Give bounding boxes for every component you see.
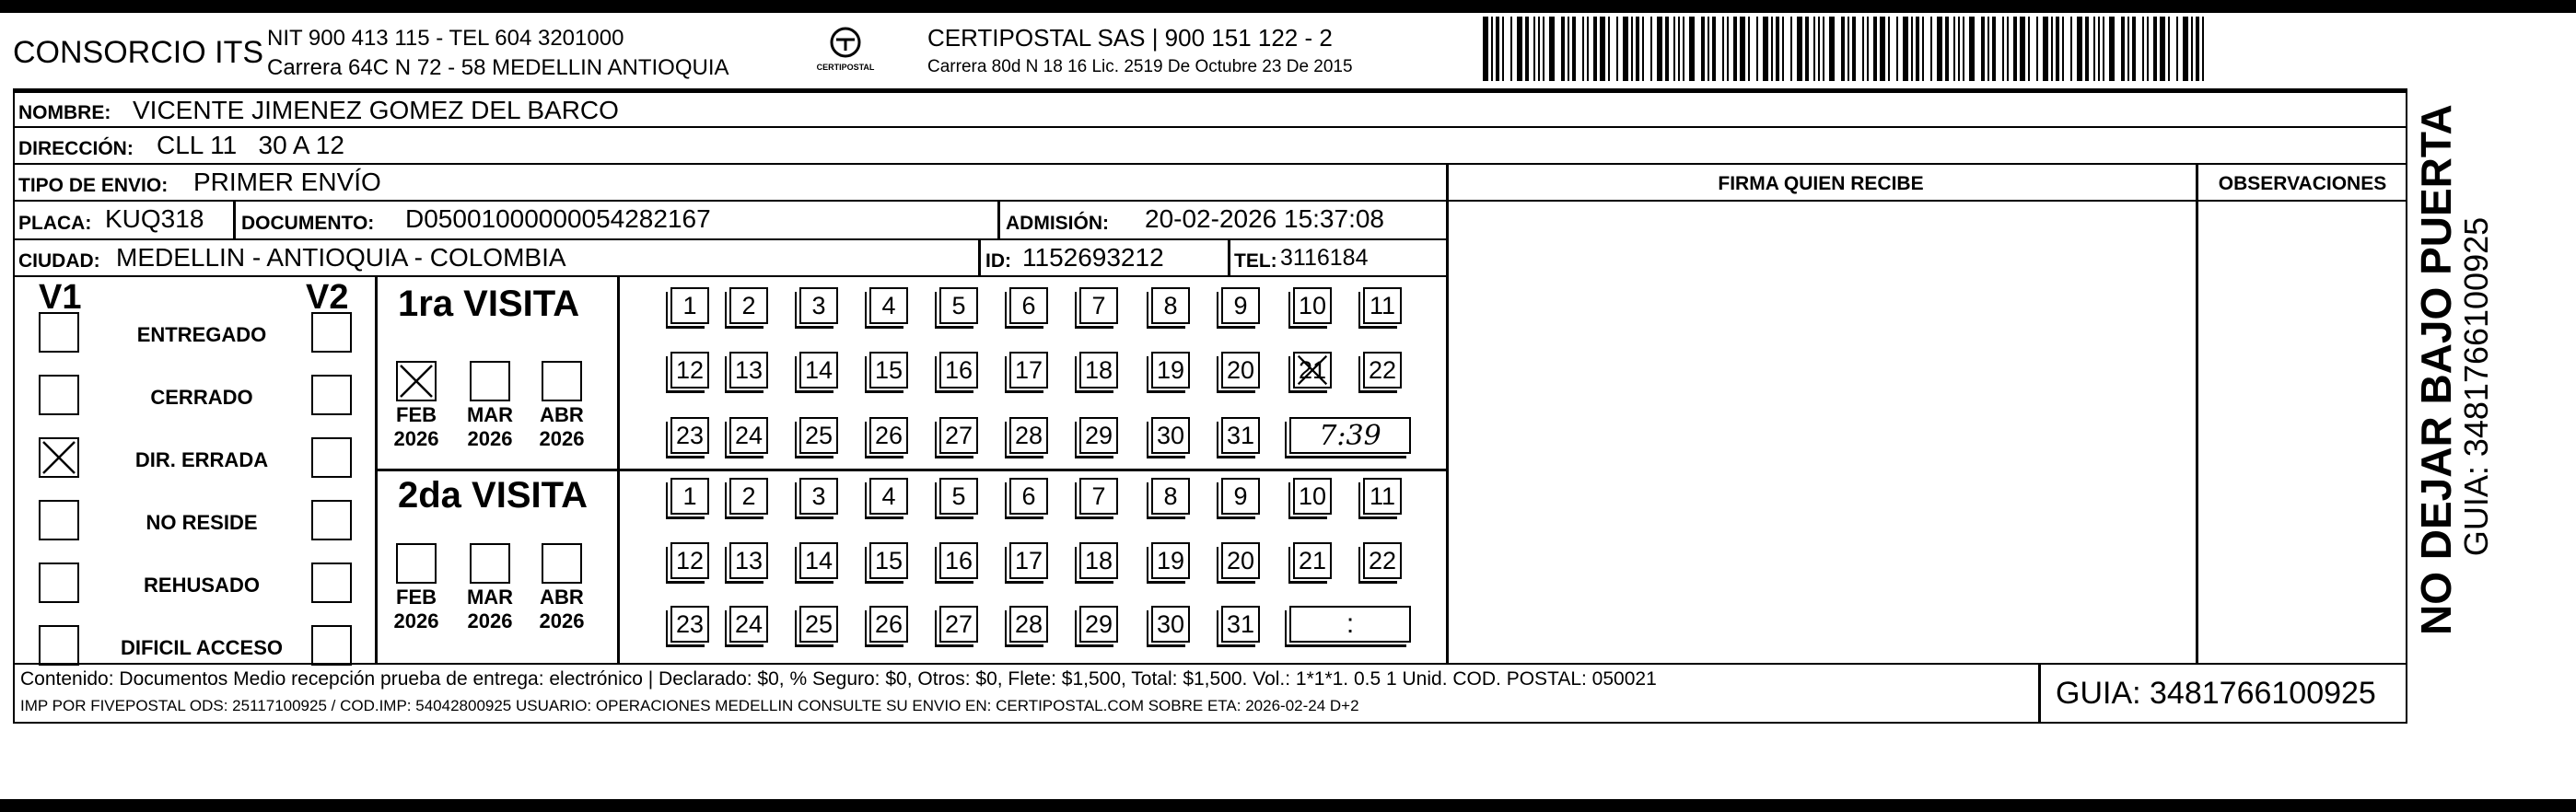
- month-checkbox[interactable]: [396, 361, 437, 401]
- v2-checkbox[interactable]: [311, 500, 352, 540]
- id-value: 1152693212: [1022, 243, 1164, 272]
- barcode-bar: [1852, 17, 1856, 81]
- barcode-bar: [1636, 17, 1639, 81]
- direccion-value: CLL 11 30 A 12: [157, 131, 344, 159]
- barcode-bar: [2147, 17, 2149, 81]
- barcode-bar: [1790, 17, 1792, 81]
- barcode-bar: [1496, 17, 1499, 81]
- day-box[interactable]: 16: [939, 352, 978, 389]
- day-box[interactable]: 26: [869, 606, 908, 643]
- barcode-bar: [1538, 17, 1540, 81]
- barcode-bar: [1701, 17, 1705, 81]
- barcode-bar: [1572, 17, 1576, 81]
- barcode-bar: [2002, 17, 2004, 81]
- day-box[interactable]: 3: [799, 287, 838, 324]
- documento-value: D05001000000054282167: [405, 204, 711, 233]
- barcode-bar: [2183, 17, 2188, 81]
- ciudad-label: CIUDAD:: [18, 250, 100, 272]
- barcode-bar: [2142, 17, 2144, 81]
- barcode-bar: [1813, 17, 1815, 81]
- firma-area[interactable]: [1446, 200, 2197, 665]
- barcode-bar: [1673, 17, 1675, 81]
- company-name: CONSORCIO ITS: [13, 35, 264, 70]
- barcode-bar: [1873, 17, 1877, 81]
- visit1-title: 1ra VISITA: [398, 284, 580, 324]
- day-box[interactable]: 9: [1221, 478, 1260, 515]
- nombre-label: NOMBRE:: [18, 102, 111, 123]
- carrier-license: Carrera 80d N 18 16 Lic. 2519 De Octubre 23 De 2015: [927, 57, 1353, 76]
- day-box[interactable]: 20: [1221, 352, 1260, 389]
- tipo-label: TIPO DE ENVIO:: [18, 175, 169, 196]
- status-label: ENTREGADO: [136, 323, 267, 346]
- tel-divider: [1228, 238, 1230, 277]
- day-box[interactable]: 27: [939, 417, 978, 454]
- barcode-bar: [1650, 17, 1652, 81]
- day-box[interactable]: 21: [1293, 352, 1332, 389]
- barcode-bar: [1896, 17, 1898, 81]
- day-box[interactable]: 28: [1009, 606, 1048, 643]
- admision-value: 20-02-2026 15:37:08: [1145, 204, 1384, 233]
- barcode-bar: [1756, 17, 1758, 81]
- day-box[interactable]: 6: [1009, 287, 1048, 324]
- day-box[interactable]: 25: [799, 606, 838, 643]
- barcode-bar: [1582, 17, 1584, 81]
- v1-checkbox[interactable]: [39, 375, 79, 415]
- id-divider: [978, 238, 981, 277]
- day-box[interactable]: 11: [1363, 478, 1402, 515]
- barcode-bar: [1911, 17, 1913, 81]
- barcode-bar: [1829, 17, 1835, 81]
- barcode-bar: [2121, 17, 2125, 81]
- time-box[interactable]: 7:39: [1289, 417, 1411, 454]
- barcode-bar: [1958, 17, 1960, 81]
- day-box[interactable]: 7: [1079, 287, 1118, 324]
- barcode-bar: [2051, 17, 2053, 81]
- barcode-bar: [1916, 17, 1919, 81]
- month-label: ABR 2026: [539, 403, 585, 450]
- bottom-border: [0, 799, 2576, 812]
- placa-divider: [233, 200, 236, 240]
- day-box[interactable]: 25: [799, 417, 838, 454]
- barcode-bar: [1678, 17, 1680, 81]
- day-box[interactable]: 4: [869, 287, 908, 324]
- nombre-value: VICENTE JIMENEZ GOMEZ DEL BARCO: [133, 96, 619, 124]
- day-box[interactable]: 28: [1009, 417, 1048, 454]
- company-address: Carrera 64C N 72 - 58 MEDELLIN ANTIOQUIA: [267, 55, 729, 80]
- barcode-bar: [1665, 17, 1669, 81]
- day-box[interactable]: 2: [729, 287, 768, 324]
- firma-divider-tipo: [1446, 163, 1449, 202]
- barcode-bar: [1847, 17, 1849, 81]
- barcode-bar: [2127, 17, 2129, 81]
- barcode-bar: [1616, 17, 1618, 81]
- day-box[interactable]: 31: [1221, 606, 1260, 643]
- barcode-bar: [1502, 17, 1504, 81]
- v1-checkbox[interactable]: [39, 437, 79, 478]
- month-label: FEB 2026: [393, 586, 439, 632]
- barcode-bar: [1782, 17, 1784, 81]
- barcode-bar: [1600, 17, 1605, 81]
- barcode-bar: [1683, 17, 1684, 81]
- day-box[interactable]: 27: [939, 606, 978, 643]
- barcode-bar: [2103, 17, 2104, 81]
- barcode-bar: [2098, 17, 2100, 81]
- barcode-bar: [1491, 17, 1493, 81]
- barcode-bar: [1631, 17, 1633, 81]
- barcode-bar: [1689, 17, 1695, 81]
- day-box[interactable]: 10: [1293, 478, 1332, 515]
- day-box[interactable]: 18: [1079, 352, 1118, 389]
- footer-line2: IMP POR FIVEPOSTAL ODS: 25117100925 / COD.IMP: 54042800925 USUARIO: OPERACIONES MEDELLIN CONSULTE SU ENVIO EN: CERTIPOSTAL.COM SOBRE ETA: 2026-02-24 D+2: [20, 697, 1359, 714]
- day-box[interactable]: 23: [670, 417, 709, 454]
- barcode-bar: [2085, 17, 2089, 81]
- v2-checkbox[interactable]: [311, 312, 352, 353]
- day-box[interactable]: 7: [1079, 478, 1118, 515]
- barcode-bar: [1776, 17, 1779, 81]
- barcode-bar: [2202, 17, 2204, 81]
- day-box[interactable]: 15: [869, 542, 908, 579]
- barcode-bar: [1903, 17, 1908, 81]
- side-warning: NO DEJAR BAJO PUERTA: [2412, 104, 2460, 635]
- barcode-bar: [1771, 17, 1773, 81]
- day-box[interactable]: 31: [1221, 417, 1260, 454]
- barcode-bar: [2013, 17, 2017, 81]
- v2-checkbox[interactable]: [311, 375, 352, 415]
- footer-guia: GUIA: 3481766100925: [2056, 676, 2376, 711]
- day-box[interactable]: 6: [1009, 478, 1048, 515]
- company-nit: NIT 900 413 115 - TEL 604 3201000: [267, 26, 624, 51]
- barcode-bar: [1922, 17, 1924, 81]
- month-checkbox[interactable]: [470, 361, 510, 401]
- barcode-bar: [1543, 17, 1544, 81]
- barcode-bar: [1712, 17, 1716, 81]
- status-label: CERRADO: [150, 386, 253, 409]
- barcode-bar: [2176, 17, 2178, 81]
- time-box[interactable]: :: [1289, 606, 1411, 643]
- barcode-bar: [1657, 17, 1662, 81]
- barcode-bar: [1981, 17, 1985, 81]
- barcode-bar: [1533, 17, 1535, 81]
- month-label: MAR 2026: [466, 586, 514, 632]
- day-box[interactable]: 12: [670, 542, 709, 579]
- month-label: MAR 2026: [466, 403, 514, 450]
- day-box[interactable]: 13: [729, 542, 768, 579]
- day-box[interactable]: 26: [869, 417, 908, 454]
- barcode-bar: [1937, 17, 1942, 81]
- day-box[interactable]: 5: [939, 478, 978, 515]
- admision-divider: [997, 200, 1000, 240]
- barcode-bar: [1818, 17, 1820, 81]
- row-direccion: [13, 126, 2407, 165]
- day-box[interactable]: 19: [1151, 542, 1190, 579]
- day-box[interactable]: 13: [729, 352, 768, 389]
- barcode-bar: [2132, 17, 2136, 81]
- barcode-bar: [2036, 17, 2038, 81]
- month-label: FEB 2026: [393, 403, 439, 450]
- day-box[interactable]: 10: [1293, 287, 1332, 324]
- footer-line1: Contenido: Documentos Medio recepción prueba de entrega: electrónico | Declarado: $0, % Seguro: $0, Otros: $0, Flete: $1,500, Total: $1,500. Vol.: 1*1*1. 0.5 1 Unid. COD. POSTAL: 050021: [20, 668, 1657, 690]
- barcode-bar: [2153, 17, 2157, 81]
- barcode-bar: [1748, 17, 1750, 81]
- barcode-bar: [1930, 17, 1932, 81]
- barcode-bar: [2070, 17, 2072, 81]
- day-box[interactable]: 2: [729, 478, 768, 515]
- day-box[interactable]: 29: [1079, 606, 1118, 643]
- barcode-bar: [2056, 17, 2059, 81]
- month-label: ABR 2026: [539, 586, 585, 632]
- observaciones-header: OBSERVACIONES: [2218, 173, 2387, 194]
- day-box[interactable]: 22: [1363, 352, 1402, 389]
- v2-header: V2: [306, 278, 349, 317]
- barcode-bar: [1642, 17, 1644, 81]
- v1-checkbox[interactable]: [39, 563, 79, 603]
- barcode-bar: [1593, 17, 1597, 81]
- day-box[interactable]: 14: [799, 352, 838, 389]
- tipo-value: PRIMER ENVÍO: [193, 168, 381, 196]
- v2-checkbox[interactable]: [311, 625, 352, 666]
- barcode-bar: [1945, 17, 1949, 81]
- day-box[interactable]: 19: [1151, 352, 1190, 389]
- barcode-bar: [1880, 17, 1885, 81]
- barcode-bar: [1722, 17, 1724, 81]
- day-box[interactable]: 17: [1009, 542, 1048, 579]
- day-box[interactable]: 3: [799, 478, 838, 515]
- barcode-bar: [2062, 17, 2064, 81]
- barcode: [1483, 17, 2220, 81]
- barcode-bar: [1805, 17, 1809, 81]
- day-box[interactable]: 9: [1221, 287, 1260, 324]
- ciudad-value: MEDELLIN - ANTIOQUIA - COLOMBIA: [116, 243, 566, 272]
- day-box[interactable]: 30: [1151, 417, 1190, 454]
- day-box[interactable]: 20: [1221, 542, 1260, 579]
- day-box[interactable]: 24: [729, 417, 768, 454]
- day-box[interactable]: 4: [869, 478, 908, 515]
- barcode-bar: [1969, 17, 1975, 81]
- day-box[interactable]: 11: [1363, 287, 1402, 324]
- status-label: DIFICIL ACCESO: [120, 636, 283, 659]
- footer-guia-divider: [2038, 663, 2041, 724]
- barcode-bar: [1992, 17, 1996, 81]
- day-box[interactable]: 17: [1009, 352, 1048, 389]
- barcode-bar: [1568, 17, 1569, 81]
- v1-checkbox[interactable]: [39, 625, 79, 666]
- barcode-bar: [2196, 17, 2199, 81]
- visit2-title: 2da VISITA: [398, 475, 588, 516]
- side-guia: GUIA: 3481766100925: [2457, 216, 2495, 557]
- day-box[interactable]: 24: [729, 606, 768, 643]
- barcode-bar: [1740, 17, 1745, 81]
- day-box[interactable]: 8: [1151, 478, 1190, 515]
- barcode-bar: [1867, 17, 1869, 81]
- tel-value: 3116184: [1280, 245, 1369, 271]
- day-box[interactable]: 1: [670, 287, 709, 324]
- logo-text: CERTIPOSTAL: [816, 63, 875, 72]
- certipostal-logo: [809, 24, 882, 79]
- barcode-bar: [1727, 17, 1729, 81]
- day-box[interactable]: 23: [670, 606, 709, 643]
- day-box[interactable]: 8: [1151, 287, 1190, 324]
- visit-divider: [375, 469, 1448, 471]
- barcode-bar: [1733, 17, 1737, 81]
- id-label: ID:: [985, 250, 1011, 272]
- placa-label: PLACA:: [18, 213, 92, 234]
- v2-checkbox[interactable]: [311, 437, 352, 478]
- v1-checkbox[interactable]: [39, 312, 79, 353]
- barcode-bar: [1987, 17, 1989, 81]
- barcode-bar: [2028, 17, 2030, 81]
- firma-header: FIRMA QUIEN RECIBE: [1718, 173, 1924, 194]
- direccion-label: DIRECCIÓN:: [18, 138, 134, 159]
- barcode-bar: [1525, 17, 1529, 81]
- barcode-bar: [1561, 17, 1565, 81]
- barcode-bar: [2043, 17, 2048, 81]
- barcode-bar: [1587, 17, 1589, 81]
- day-box[interactable]: 29: [1079, 417, 1118, 454]
- status-label: NO RESIDE: [146, 511, 258, 534]
- day-box[interactable]: 5: [939, 287, 978, 324]
- placa-value: KUQ318: [105, 204, 204, 233]
- barcode-bar: [1797, 17, 1802, 81]
- v1-checkbox[interactable]: [39, 500, 79, 540]
- barcode-bar: [1483, 17, 1488, 81]
- barcode-bar: [2109, 17, 2115, 81]
- month-checkbox[interactable]: [542, 543, 582, 584]
- tel-label: TEL:: [1234, 250, 1277, 272]
- day-box[interactable]: 15: [869, 352, 908, 389]
- barcode-bar: [1841, 17, 1845, 81]
- month-checkbox[interactable]: [396, 543, 437, 584]
- barcode-bar: [2020, 17, 2025, 81]
- day-box[interactable]: 18: [1079, 542, 1118, 579]
- barcode-bar: [2077, 17, 2082, 81]
- day-box[interactable]: 21: [1293, 542, 1332, 579]
- barcode-bar: [1549, 17, 1555, 81]
- barcode-bar: [1963, 17, 1964, 81]
- barcode-bar: [1517, 17, 1522, 81]
- day-box[interactable]: 22: [1363, 542, 1402, 579]
- barcode-bar: [2093, 17, 2095, 81]
- day-box[interactable]: 14: [799, 542, 838, 579]
- barcode-bar: [1608, 17, 1610, 81]
- day-box[interactable]: 12: [670, 352, 709, 389]
- barcode-bar: [1888, 17, 1890, 81]
- admision-label: ADMISIÓN:: [1006, 213, 1109, 234]
- month-checkbox[interactable]: [542, 361, 582, 401]
- barcode-bar: [1510, 17, 1512, 81]
- barcode-bar: [2168, 17, 2170, 81]
- barcode-bar: [2007, 17, 2009, 81]
- barcode-bar: [2191, 17, 2193, 81]
- v1-header: V1: [39, 278, 82, 317]
- observaciones-area[interactable]: [2196, 163, 2407, 665]
- status-label: REHUSADO: [144, 574, 260, 597]
- day-box[interactable]: 1: [670, 478, 709, 515]
- barcode-bar: [1862, 17, 1864, 81]
- day-box[interactable]: 16: [939, 542, 978, 579]
- barcode-bar: [1708, 17, 1709, 81]
- barcode-bar: [1823, 17, 1824, 81]
- barcode-bar: [1953, 17, 1955, 81]
- barcode-bar: [1763, 17, 1768, 81]
- month-checkbox[interactable]: [470, 543, 510, 584]
- documento-label: DOCUMENTO:: [241, 213, 375, 234]
- status-label: DIR. ERRADA: [134, 448, 269, 471]
- carrier-name: CERTIPOSTAL SAS | 900 151 122 - 2: [927, 24, 1333, 52]
- barcode-bar: [1623, 17, 1628, 81]
- barcode-bar: [2160, 17, 2165, 81]
- top-border: [0, 0, 2576, 13]
- v2-checkbox[interactable]: [311, 563, 352, 603]
- day-box[interactable]: 30: [1151, 606, 1190, 643]
